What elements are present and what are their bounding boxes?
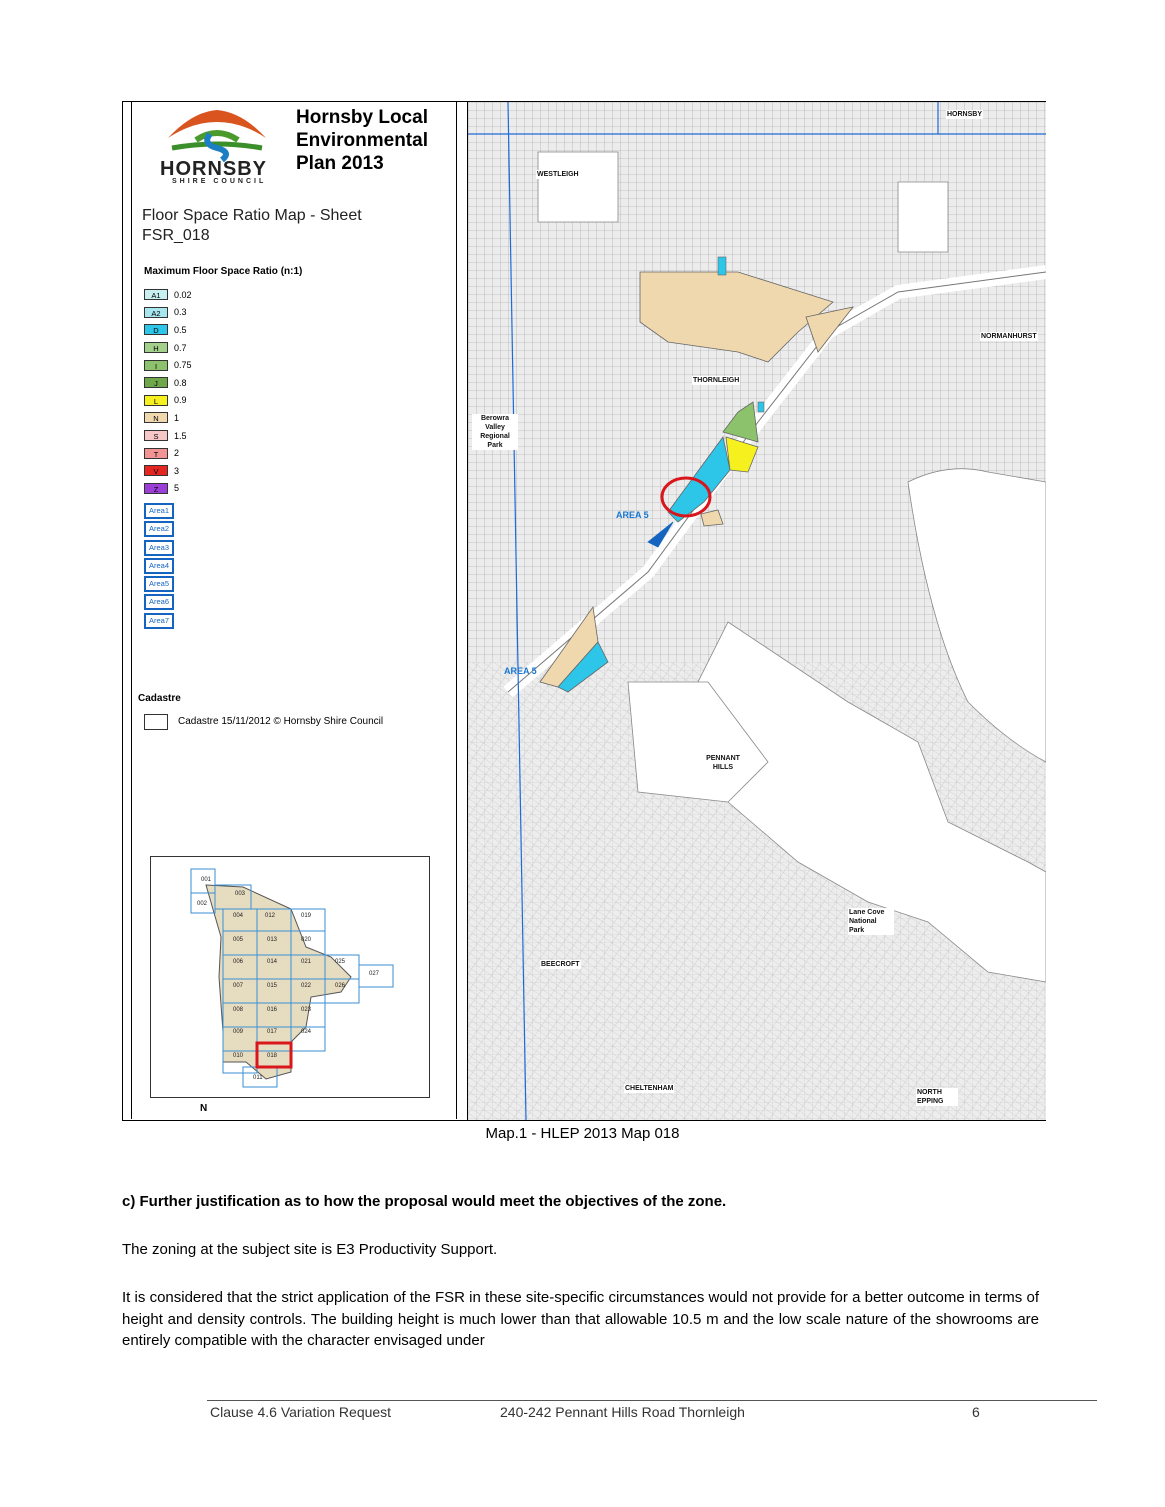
legend-heading: Maximum Floor Space Ratio (n:1) [144, 266, 303, 277]
council-brand-sub: SHIRE COUNCIL [172, 178, 267, 185]
legend-value: 2 [174, 448, 180, 459]
index-sheet-label: 023 [301, 1007, 312, 1013]
legend-item [144, 392, 192, 410]
map-legend-panel [131, 102, 457, 1119]
index-sheet-label: 005 [233, 937, 244, 943]
fsr-map-figure [122, 101, 1046, 1121]
sheet-index-map [150, 856, 430, 1098]
hornsby-logo-icon [162, 108, 272, 162]
map-canvas [467, 102, 1046, 1120]
legend-swatch: D [144, 324, 168, 335]
index-sheet-label: 015 [267, 983, 278, 989]
legend-swatch: L [144, 395, 168, 406]
legend-value: 0.75 [174, 360, 192, 371]
area-legend-item [144, 555, 174, 573]
place-label: NORMANHURST [981, 333, 1037, 340]
place-label: Lane Cove National Park [848, 908, 894, 935]
index-sheet-label: 001 [201, 877, 212, 883]
index-sheet-label: 013 [267, 937, 278, 943]
area-legend-item [144, 591, 174, 609]
index-sheet-label: 008 [233, 1007, 244, 1013]
legend-item [144, 321, 192, 339]
index-sheet-label: 012 [265, 913, 276, 919]
legend-swatch: A1 [144, 289, 168, 300]
legend-item [144, 409, 192, 427]
index-sheet-label: 002 [197, 901, 208, 907]
place-label: WESTLEIGH [537, 171, 579, 178]
legend-value: 5 [174, 483, 180, 494]
area-legend-item [144, 500, 174, 518]
area-legend-box: Area3 [144, 540, 174, 556]
footer-document-title: Clause 4.6 Variation Request [210, 1404, 392, 1420]
place-label: NORTH EPPING [916, 1088, 958, 1106]
index-sheet-label: 021 [301, 959, 312, 965]
area-label: AREA 5 [504, 666, 537, 676]
paragraph-zoning: The zoning at the subject site is E3 Productivity Support. [122, 1241, 498, 1258]
index-sheet-label: 014 [267, 959, 278, 965]
area-legend-item [144, 518, 174, 536]
area-legend-box: Area7 [144, 613, 174, 629]
index-sheet-label: 007 [233, 983, 244, 989]
legend-swatch: T [144, 448, 168, 459]
legend-value: 0.02 [174, 289, 192, 300]
legend-item [144, 304, 192, 322]
legend-value: 3 [174, 465, 180, 476]
legend-item [144, 427, 192, 445]
legend-value: 0.5 [174, 324, 187, 335]
north-arrow: N [200, 1103, 208, 1114]
legend-item [144, 356, 192, 374]
legend-value: 0.3 [174, 307, 187, 318]
legend-value: 0.9 [174, 395, 187, 406]
place-label: Berowra Valley Regional Park [472, 414, 518, 450]
plan-title: Hornsby Local Environmental Plan 2013 [296, 107, 428, 174]
legend-swatch: H [144, 342, 168, 353]
index-sheet-label: 009 [233, 1029, 244, 1035]
area-legend [144, 500, 174, 628]
place-label: CHELTENHAM [625, 1085, 674, 1092]
legend-item [144, 286, 192, 304]
index-sheet-label: 016 [267, 1007, 278, 1013]
place-label: BEECROFT [541, 961, 580, 968]
legend-item [144, 444, 192, 462]
area-legend-box: Area6 [144, 594, 174, 610]
area-legend-item [144, 573, 174, 591]
area-legend-box: Area1 [144, 503, 174, 519]
area-legend-box: Area4 [144, 558, 174, 574]
legend-item [144, 480, 192, 498]
place-label: PENNANT HILLS [702, 754, 744, 772]
legend-swatch: N [144, 412, 168, 423]
area-label: AREA 5 [616, 510, 649, 520]
legend-swatch: A2 [144, 307, 168, 318]
index-sheet-label: 017 [267, 1029, 278, 1035]
place-label: THORNLEIGH [693, 377, 740, 384]
index-sheet-label: 019 [301, 913, 312, 919]
section-heading: c) Further justification as to how the proposal would meet the objectives of the zone. [122, 1193, 727, 1210]
area-legend-box: Area5 [144, 576, 174, 592]
footer-divider [207, 1400, 1097, 1401]
index-sheet-label: 025 [335, 959, 346, 965]
index-sheet-label: 006 [233, 959, 244, 965]
cadastre-heading: Cadastre [138, 693, 181, 704]
legend-value: 1 [174, 412, 180, 423]
area-legend-item [144, 537, 174, 555]
index-sheet-label: 022 [301, 983, 312, 989]
legend-value: 0.7 [174, 342, 187, 353]
area-legend-box: Area2 [144, 521, 174, 537]
cadastre-swatch [144, 714, 168, 730]
legend-item [144, 374, 192, 392]
index-sheet-label: 011 [253, 1075, 263, 1081]
legend-swatch: V [144, 465, 168, 476]
index-sheet-label: 024 [301, 1029, 312, 1035]
index-sheet-label: 010 [233, 1053, 244, 1059]
legend-item [144, 462, 192, 480]
index-grid [151, 857, 429, 1097]
page-number: 6 [972, 1404, 980, 1420]
legend-swatch: S [144, 430, 168, 441]
fsr-legend [144, 286, 192, 497]
legend-value: 1.5 [174, 430, 187, 441]
area-legend-item [144, 610, 174, 628]
index-sheet-label: 004 [233, 913, 244, 919]
legend-swatch: I [144, 360, 168, 371]
footer-address: 240-242 Pennant Hills Road Thornleigh [500, 1404, 745, 1420]
legend-item [144, 339, 192, 357]
sheet-title: Floor Space Ratio Map - Sheet FSR_018 [142, 207, 362, 244]
paragraph-justification: It is considered that the strict application of the FSR in these site-specific circumstances would not provide for a better outcome in terms of height and density controls. The building height is much lower than that allowable 10.5 m and the low scale nature of the showrooms are entirely compatible with the character envisaged under [122, 1289, 1039, 1349]
legend-swatch: J [144, 377, 168, 388]
legend-value: 0.8 [174, 377, 187, 388]
place-label: HORNSBY [947, 111, 983, 118]
index-sheet-label: 027 [369, 971, 380, 977]
legend-swatch: Z [144, 483, 168, 494]
cadastre-text: Cadastre 15/11/2012 © Hornsby Shire Council [178, 716, 384, 727]
map-caption: Map.1 - HLEP 2013 Map 018 [485, 1125, 680, 1142]
council-brand: HORNSBY [160, 158, 268, 180]
index-sheet-label: 018 [267, 1053, 278, 1059]
index-sheet-label: 026 [335, 983, 346, 989]
index-sheet-label: 020 [301, 937, 312, 943]
index-sheet-label: 003 [235, 891, 246, 897]
